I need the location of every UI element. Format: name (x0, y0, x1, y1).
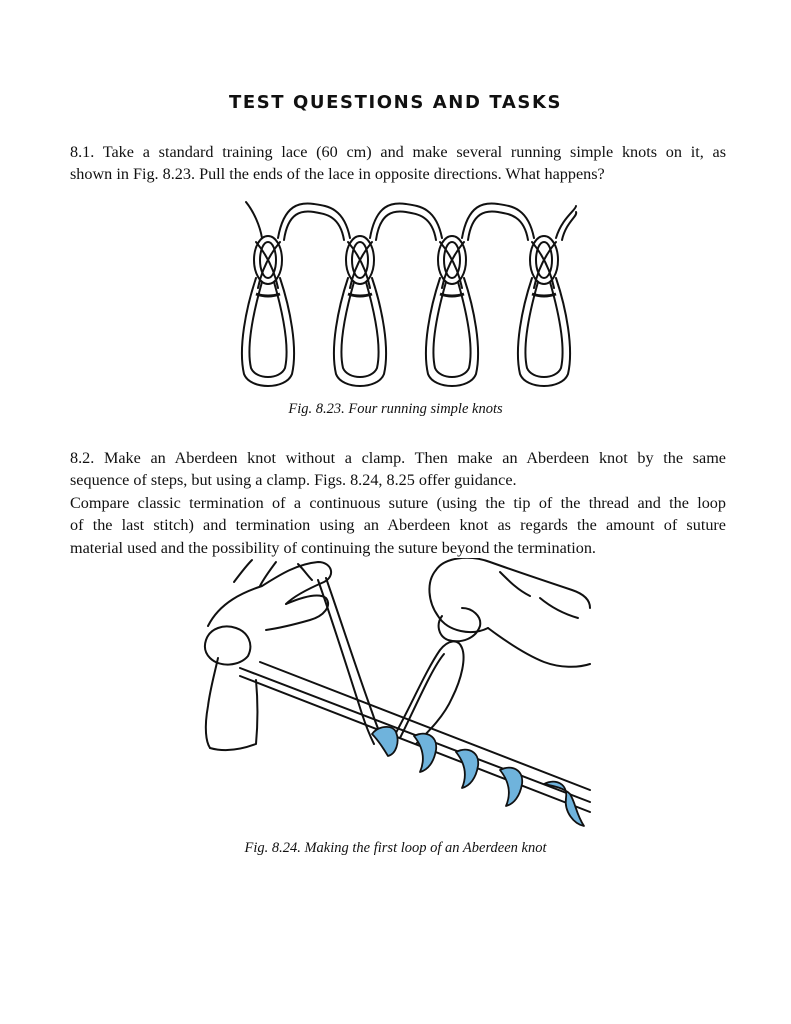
knot-loop (518, 278, 570, 386)
knot-loop (426, 278, 478, 386)
figure-8-24-caption: Fig. 8.24. Making the first loop of an Aberdeen knot (244, 840, 547, 856)
task-8-2-line-3: Compare classic termination of a continuous suture (using the tip of the thread and the loop (70, 493, 726, 512)
lace-end-left (246, 202, 262, 238)
task-8-1-line-1: 8.1. Take a standard training lace (60 cm) and make several running simple knots on it, as (70, 143, 726, 161)
thread-wrap-3 (456, 750, 478, 788)
left-index-finger (266, 596, 328, 630)
lace-arc-inner (468, 211, 528, 240)
running-knots-drawing (236, 198, 582, 392)
knot-band (532, 294, 556, 296)
task-8-2-line-4: of the last stitch) and termination using an Aberdeen knot as regards the amount of suture (70, 516, 726, 535)
task-8-2-line-5: material used and the possibility of continuing the suture beyond the termination. (70, 538, 596, 557)
task-8-2-paragraph (70, 447, 726, 559)
lace-arc (278, 203, 350, 238)
aberdeen-knot-drawing (200, 558, 592, 834)
task-8-1-line-2: shown in Fig. 8.23. Pull the ends of the lace in opposite directions. What happens? (70, 165, 605, 184)
thread-strand-left-inner (318, 580, 374, 744)
knot-band (348, 294, 372, 296)
knot-band (256, 294, 280, 296)
thread-wrap-2 (414, 734, 436, 772)
knot-loop (242, 278, 294, 386)
lace-arc-inner (284, 211, 344, 240)
section-heading: TEST QUESTIONS AND TASKS (228, 92, 563, 113)
lace-arc (370, 203, 442, 238)
thread-wrap-5 (544, 782, 584, 826)
task-8-1-paragraph (70, 141, 726, 186)
knot-loop (334, 278, 386, 386)
left-thumb (205, 627, 251, 665)
figure-8-23-illustration (236, 198, 582, 392)
left-knuckle (206, 658, 218, 748)
lace-arc-inner (376, 211, 436, 240)
knot-band (440, 294, 464, 296)
right-palm (488, 628, 590, 667)
task-8-2-line-1: 8.2. Make an Aberdeen knot without a clamp. Then make an Aberdeen knot by the same (70, 449, 726, 467)
figure-8-24-illustration (200, 558, 592, 834)
thread-wrap-1 (372, 727, 398, 756)
task-8-2-line-2: sequence of steps, but using a clamp. Figs. 8.24, 8.25 offer guidance. (70, 471, 517, 490)
lace-arc (462, 203, 534, 238)
lace-end-right (556, 206, 576, 238)
figure-8-23-caption: Fig. 8.23. Four running simple knots (288, 401, 503, 417)
thread-wrap-4 (500, 768, 522, 806)
right-hand-outline (436, 558, 590, 608)
thread-loop-right (392, 641, 464, 744)
thread-strand-left (326, 578, 384, 742)
left-palm-edge (210, 680, 258, 750)
